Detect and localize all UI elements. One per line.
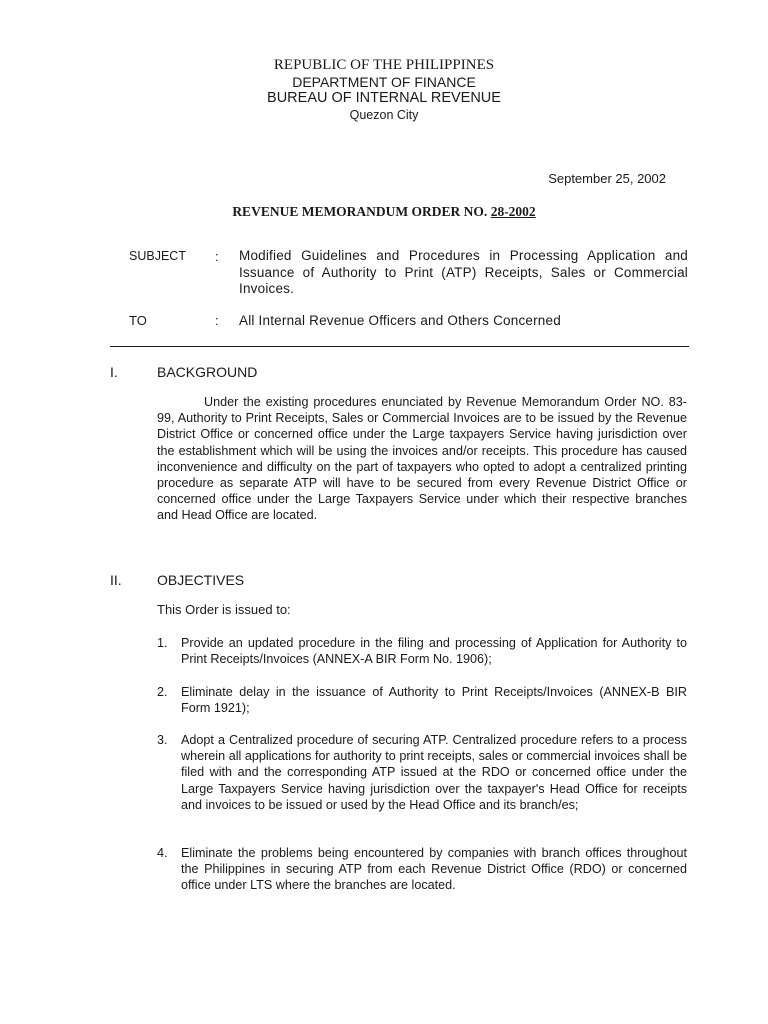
objectives-section-title: OBJECTIVES	[157, 572, 245, 588]
background-section-number: I.	[110, 364, 118, 380]
city-heading: Quezon City	[349, 108, 419, 122]
subject-colon: :	[215, 249, 219, 264]
republic-heading: REPUBLIC OF THE PHILIPPINES	[273, 57, 495, 73]
objective-item-4	[157, 845, 687, 894]
to-text: All Internal Revenue Officers and Others Concerned	[239, 313, 561, 328]
subject-label: SUBJECT	[129, 249, 186, 263]
subject-text: Modified Guidelines and Procedures in Processing Application and Issuance of Authority to Print (ATP) Receipts, Sales or Commercial Invoices.	[239, 248, 688, 296]
objective-text: Eliminate delay in the issuance of Authority to Print Receipts/Invoices (ANNEX-B BIR Form 1921);	[181, 685, 687, 716]
objective-item-1	[157, 635, 687, 667]
background-section-title: BACKGROUND	[157, 364, 258, 380]
document-date: September 25, 2002	[548, 171, 666, 186]
objective-number: 2.	[157, 685, 168, 699]
order-title	[0, 203, 768, 220]
objective-item-3	[157, 732, 687, 813]
objective-number: 1.	[157, 636, 168, 650]
to-colon: :	[215, 313, 219, 328]
objective-text: Eliminate the problems being encountered by companies with branch offices throughout the Philippines in securing ATP from each Revenue District Office (RDO) or concerned office under LTS where the branches are located.	[181, 846, 687, 893]
objective-number: 4.	[157, 846, 168, 860]
objectives-intro: This Order is issued to:	[157, 602, 291, 617]
bureau-heading: BUREAU OF INTERNAL REVENUE	[267, 90, 501, 106]
order-number: 28-2002	[490, 204, 536, 219]
objectives-section-number: II.	[110, 572, 122, 588]
objective-text: Provide an updated procedure in the filing and processing of Application for Authority to Print Receipts/Invoices (ANNEX-A BIR Form No. 1906);	[181, 636, 687, 667]
objective-item-2	[157, 684, 687, 716]
to-label: TO	[129, 313, 147, 328]
background-paragraph: Under the existing procedures enunciated by Revenue Memorandum Order NO. 83-99, Authority to Print Receipts, Sales or Commercial Invoices are to be issued by the Revenue District Office or concerned office under the Large taxpayers Service having jurisdiction over the establishment which will be using the invoices and/or receipts. This procedure has caused inconvenience and difficulty on the part of taxpayers who opted to adopt a centralized printing procedure as separate ATP will have to be secured from every Revenue District Office or concerned office under the Large Taxpayers Service under which their respective branches and Head Office are located.	[157, 395, 687, 523]
department-heading: DEPARTMENT OF FINANCE	[292, 74, 476, 90]
objective-text: Adopt a Centralized procedure of securing ATP. Centralized procedure refers to a process wherein all applications for authority to print receipts, sales or commercial invoices shall be filed with and the corresponding ATP issued at the RDO or concerned office under the Large Taxpayers Service having jurisdiction over the taxpayer's Head Office for receipts and invoices to be issued or used by the Head Office and its branch/es;	[181, 733, 687, 812]
header-divider	[110, 346, 689, 347]
objective-number: 3.	[157, 733, 168, 747]
order-prefix: REVENUE MEMORANDUM ORDER NO.	[232, 204, 491, 219]
